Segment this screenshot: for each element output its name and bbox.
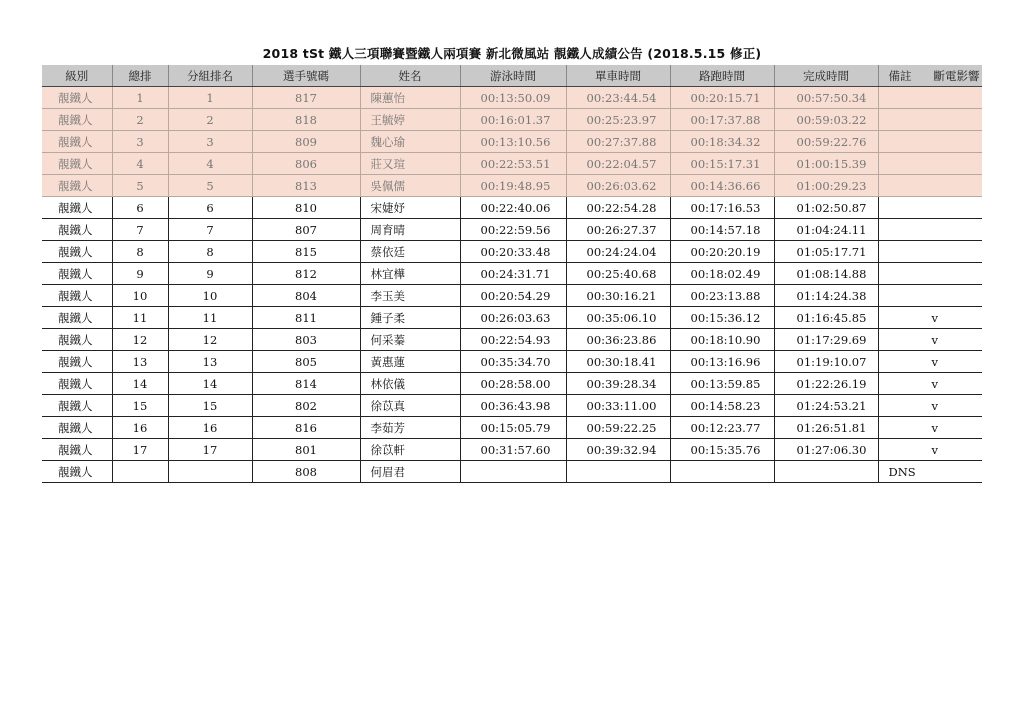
header-notes: 備註: [888, 68, 912, 83]
cell-notes: [878, 197, 982, 219]
cell-level: 靚鐵人: [42, 373, 112, 395]
cell-notes: [878, 153, 982, 175]
cell-swim-time: 00:22:59.56: [460, 219, 566, 241]
cell-name: 吳佩儒: [360, 175, 460, 197]
cell-overall-rank: 15: [112, 395, 168, 417]
cell-level: 靚鐵人: [42, 329, 112, 351]
cell-bib-number: 806: [252, 153, 360, 175]
cell-run-time: 00:15:35.76: [670, 439, 774, 461]
cell-notes: [878, 417, 982, 439]
header-finish-time: 完成時間: [774, 65, 878, 87]
power-outage-impact-mark: v: [931, 310, 938, 325]
table-row: [42, 197, 982, 219]
cell-overall-rank: 4: [112, 153, 168, 175]
cell-name: 林宜樺: [360, 263, 460, 285]
cell-finish-time: 01:00:15.39: [774, 153, 878, 175]
cell-name: 魏心瑜: [360, 131, 460, 153]
cell-level: 靚鐵人: [42, 417, 112, 439]
cell-overall-rank: 9: [112, 263, 168, 285]
cell-notes: [878, 109, 982, 131]
table-row: [42, 175, 982, 197]
table-row: [42, 395, 982, 417]
cell-run-time: 00:18:02.49: [670, 263, 774, 285]
cell-overall-rank: 16: [112, 417, 168, 439]
cell-overall-rank: 17: [112, 439, 168, 461]
cell-run-time: 00:13:59.85: [670, 373, 774, 395]
cell-bike-time: 00:33:11.00: [566, 395, 670, 417]
cell-bike-time: 00:26:27.37: [566, 219, 670, 241]
cell-finish-time: 01:05:17.71: [774, 241, 878, 263]
cell-run-time: 00:15:17.31: [670, 153, 774, 175]
cell-overall-rank: 10: [112, 285, 168, 307]
cell-bib-number: 811: [252, 307, 360, 329]
cell-finish-time: 01:24:53.21: [774, 395, 878, 417]
header-group-rank: 分組排名: [168, 65, 252, 87]
cell-swim-time: 00:13:10.56: [460, 131, 566, 153]
cell-bike-time: 00:23:44.54: [566, 87, 670, 109]
cell-finish-time: 01:19:10.07: [774, 351, 878, 373]
cell-notes: [878, 395, 982, 417]
cell-finish-time: 01:08:14.88: [774, 263, 878, 285]
cell-notes: [878, 307, 982, 329]
cell-bib-number: 818: [252, 109, 360, 131]
cell-notes: [878, 329, 982, 351]
cell-level: 靚鐵人: [42, 285, 112, 307]
cell-overall-rank: 1: [112, 87, 168, 109]
cell-notes: [878, 263, 982, 285]
cell-notes: [878, 175, 982, 197]
cell-level: 靚鐵人: [42, 131, 112, 153]
cell-notes: [878, 351, 982, 373]
cell-name: 何采蓁: [360, 329, 460, 351]
cell-swim-time: 00:13:50.09: [460, 87, 566, 109]
cell-group-rank: 16: [168, 417, 252, 439]
cell-run-time: 00:17:16.53: [670, 197, 774, 219]
cell-level: 靚鐵人: [42, 351, 112, 373]
cell-bike-time: 00:26:03.62: [566, 175, 670, 197]
cell-name: 鍾子柔: [360, 307, 460, 329]
results-table: [42, 65, 982, 483]
cell-group-rank: 7: [168, 219, 252, 241]
cell-bike-time: 00:24:24.04: [566, 241, 670, 263]
cell-notes: [878, 219, 982, 241]
cell-bib-number: 808: [252, 461, 360, 483]
cell-level: 靚鐵人: [42, 263, 112, 285]
header-level: 級別: [42, 65, 112, 87]
cell-bike-time: 00:30:16.21: [566, 285, 670, 307]
cell-notes: [878, 439, 982, 461]
table-row: [42, 307, 982, 329]
cell-run-time: 00:14:36.66: [670, 175, 774, 197]
cell-bike-time: 00:25:23.97: [566, 109, 670, 131]
cell-name: 王毓婷: [360, 109, 460, 131]
header-name: 姓名: [360, 65, 460, 87]
cell-finish-time: [774, 461, 878, 483]
cell-name: 林依儀: [360, 373, 460, 395]
cell-finish-time: 01:22:26.19: [774, 373, 878, 395]
cell-run-time: 00:13:16.96: [670, 351, 774, 373]
cell-group-rank: 13: [168, 351, 252, 373]
cell-bike-time: 00:27:37.88: [566, 131, 670, 153]
header-bib-number: 選手號碼: [252, 65, 360, 87]
cell-bike-time: 00:35:06.10: [566, 307, 670, 329]
header-notes-group: [878, 65, 982, 87]
power-outage-impact-mark: v: [931, 420, 938, 435]
cell-swim-time: 00:15:05.79: [460, 417, 566, 439]
cell-bike-time: 00:39:32.94: [566, 439, 670, 461]
cell-group-rank: [168, 461, 252, 483]
table-row: [42, 285, 982, 307]
table-row: [42, 373, 982, 395]
cell-bib-number: 817: [252, 87, 360, 109]
cell-run-time: 00:17:37.88: [670, 109, 774, 131]
table-row: [42, 417, 982, 439]
cell-overall-rank: 12: [112, 329, 168, 351]
cell-swim-time: 00:22:40.06: [460, 197, 566, 219]
cell-group-rank: 10: [168, 285, 252, 307]
cell-name: 蔡依廷: [360, 241, 460, 263]
header-swim-time: 游泳時間: [460, 65, 566, 87]
cell-group-rank: 15: [168, 395, 252, 417]
cell-name: 陳蕙怡: [360, 87, 460, 109]
cell-level: 靚鐵人: [42, 439, 112, 461]
table-row: [42, 351, 982, 373]
cell-overall-rank: [112, 461, 168, 483]
header-overall-rank: 總排: [112, 65, 168, 87]
cell-level: 靚鐵人: [42, 109, 112, 131]
cell-run-time: 00:23:13.88: [670, 285, 774, 307]
power-outage-impact-mark: v: [931, 376, 938, 391]
cell-swim-time: 00:16:01.37: [460, 109, 566, 131]
cell-name: 黃惠蓮: [360, 351, 460, 373]
cell-swim-time: 00:20:54.29: [460, 285, 566, 307]
cell-group-rank: 14: [168, 373, 252, 395]
cell-group-rank: 5: [168, 175, 252, 197]
cell-notes: [878, 373, 982, 395]
results-body: [42, 87, 982, 483]
cell-finish-time: 01:14:24.38: [774, 285, 878, 307]
cell-swim-time: 00:20:33.48: [460, 241, 566, 263]
table-header-row: [42, 65, 982, 87]
table-row: [42, 263, 982, 285]
cell-swim-time: 00:19:48.95: [460, 175, 566, 197]
cell-bib-number: 814: [252, 373, 360, 395]
cell-swim-time: 00:26:03.63: [460, 307, 566, 329]
cell-name: 李玉美: [360, 285, 460, 307]
power-outage-impact-mark: v: [931, 354, 938, 369]
cell-finish-time: 01:27:06.30: [774, 439, 878, 461]
cell-run-time: 00:12:23.77: [670, 417, 774, 439]
cell-level: 靚鐵人: [42, 219, 112, 241]
cell-group-rank: 11: [168, 307, 252, 329]
cell-group-rank: 4: [168, 153, 252, 175]
cell-bike-time: 00:59:22.25: [566, 417, 670, 439]
cell-bib-number: 809: [252, 131, 360, 153]
cell-group-rank: 3: [168, 131, 252, 153]
cell-run-time: 00:18:10.90: [670, 329, 774, 351]
cell-group-rank: 12: [168, 329, 252, 351]
cell-run-time: 00:20:15.71: [670, 87, 774, 109]
table-row: [42, 329, 982, 351]
cell-bib-number: 812: [252, 263, 360, 285]
cell-finish-time: 01:26:51.81: [774, 417, 878, 439]
cell-finish-time: 01:16:45.85: [774, 307, 878, 329]
cell-run-time: 00:18:34.32: [670, 131, 774, 153]
cell-name: 李茹芳: [360, 417, 460, 439]
cell-swim-time: 00:28:58.00: [460, 373, 566, 395]
table-row: [42, 219, 982, 241]
cell-notes: [878, 285, 982, 307]
cell-finish-time: 00:59:22.76: [774, 131, 878, 153]
cell-overall-rank: 13: [112, 351, 168, 373]
table-row: [42, 241, 982, 263]
cell-group-rank: 9: [168, 263, 252, 285]
power-outage-impact-mark: v: [931, 398, 938, 413]
cell-level: 靚鐵人: [42, 241, 112, 263]
cell-bib-number: 815: [252, 241, 360, 263]
cell-bib-number: 805: [252, 351, 360, 373]
cell-level: 靚鐵人: [42, 197, 112, 219]
cell-bike-time: 00:25:40.68: [566, 263, 670, 285]
cell-swim-time: 00:22:53.51: [460, 153, 566, 175]
cell-group-rank: 8: [168, 241, 252, 263]
cell-bib-number: 804: [252, 285, 360, 307]
cell-overall-rank: 14: [112, 373, 168, 395]
cell-bib-number: 807: [252, 219, 360, 241]
cell-overall-rank: 5: [112, 175, 168, 197]
cell-bike-time: 00:36:23.86: [566, 329, 670, 351]
cell-run-time: 00:14:57.18: [670, 219, 774, 241]
cell-level: 靚鐵人: [42, 87, 112, 109]
table-row: [42, 439, 982, 461]
cell-overall-rank: 3: [112, 131, 168, 153]
cell-level: 靚鐵人: [42, 175, 112, 197]
cell-swim-time: 00:35:34.70: [460, 351, 566, 373]
cell-overall-rank: 11: [112, 307, 168, 329]
cell-run-time: 00:20:20.19: [670, 241, 774, 263]
cell-finish-time: 01:00:29.23: [774, 175, 878, 197]
table-row: [42, 87, 982, 109]
cell-finish-time: 01:04:24.11: [774, 219, 878, 241]
header-bike-time: 單車時間: [566, 65, 670, 87]
cell-swim-time: 00:24:31.71: [460, 263, 566, 285]
document-title: 2018 tSt 鐵人三項聯賽暨鐵人兩項賽 新北微風站 靚鐵人成績公告 (2018.5.15 修正): [262, 46, 762, 61]
cell-name: 周育晴: [360, 219, 460, 241]
cell-overall-rank: 2: [112, 109, 168, 131]
cell-name: 徐苡真: [360, 395, 460, 417]
cell-group-rank: 17: [168, 439, 252, 461]
cell-name: 宋婕妤: [360, 197, 460, 219]
cell-finish-time: 00:57:50.34: [774, 87, 878, 109]
cell-swim-time: [460, 461, 566, 483]
cell-finish-time: 01:17:29.69: [774, 329, 878, 351]
cell-overall-rank: 6: [112, 197, 168, 219]
cell-name: 何眉君: [360, 461, 460, 483]
header-power-outage-impact: 斷電影響: [933, 68, 980, 83]
table-row: [42, 131, 982, 153]
cell-bike-time: 00:39:28.34: [566, 373, 670, 395]
cell-notes: [878, 461, 982, 483]
cell-name: 莊又瑄: [360, 153, 460, 175]
cell-level: 靚鐵人: [42, 307, 112, 329]
cell-level: 靚鐵人: [42, 461, 112, 483]
cell-bike-time: [566, 461, 670, 483]
cell-swim-time: 00:31:57.60: [460, 439, 566, 461]
cell-run-time: 00:14:58.23: [670, 395, 774, 417]
cell-swim-time: 00:36:43.98: [460, 395, 566, 417]
cell-level: 靚鐵人: [42, 395, 112, 417]
power-outage-impact-mark: v: [931, 332, 938, 347]
cell-notes: [878, 241, 982, 263]
cell-group-rank: 1: [168, 87, 252, 109]
cell-run-time: [670, 461, 774, 483]
cell-bike-time: 00:22:54.28: [566, 197, 670, 219]
table-row: [42, 153, 982, 175]
cell-level: 靚鐵人: [42, 153, 112, 175]
cell-bib-number: 802: [252, 395, 360, 417]
cell-swim-time: 00:22:54.93: [460, 329, 566, 351]
cell-name: 徐苡軒: [360, 439, 460, 461]
cell-group-rank: 6: [168, 197, 252, 219]
table-row: [42, 461, 982, 483]
cell-overall-rank: 8: [112, 241, 168, 263]
power-outage-impact-mark: v: [931, 442, 938, 457]
cell-bike-time: 00:22:04.57: [566, 153, 670, 175]
cell-overall-rank: 7: [112, 219, 168, 241]
cell-bib-number: 813: [252, 175, 360, 197]
cell-finish-time: 00:59:03.22: [774, 109, 878, 131]
cell-notes: [878, 131, 982, 153]
cell-run-time: 00:15:36.12: [670, 307, 774, 329]
cell-bib-number: 801: [252, 439, 360, 461]
header-run-time: 路跑時間: [670, 65, 774, 87]
cell-bib-number: 810: [252, 197, 360, 219]
cell-notes: [878, 87, 982, 109]
cell-bib-number: 803: [252, 329, 360, 351]
table-row: [42, 109, 982, 131]
note-text: DNS: [888, 464, 916, 479]
cell-group-rank: 2: [168, 109, 252, 131]
cell-finish-time: 01:02:50.87: [774, 197, 878, 219]
cell-bib-number: 816: [252, 417, 360, 439]
cell-bike-time: 00:30:18.41: [566, 351, 670, 373]
